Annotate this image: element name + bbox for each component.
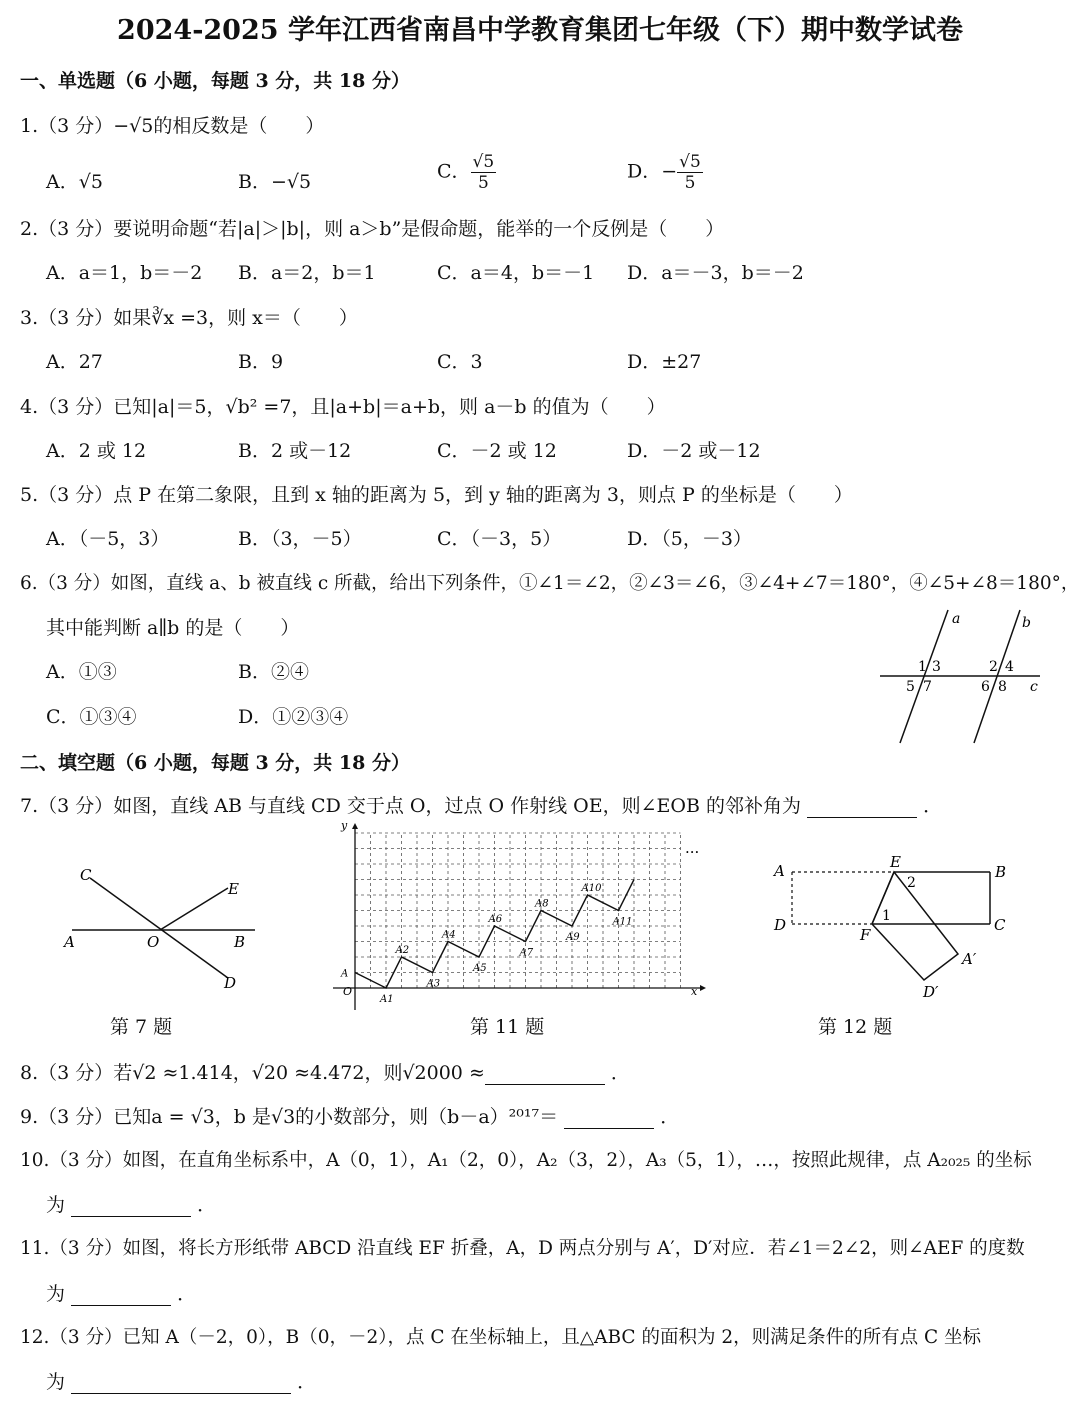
angle-2: 2 [989,659,998,675]
label-E: E [890,853,901,871]
q6-option-b: B．②④ [238,661,309,683]
question-4: 4.（3 分）已知|a|＝5，√b² =7，且|a+b|＝a+b，则 a－b 的值为（ ） [20,396,666,418]
label-B: B [995,863,1007,881]
figure-q6-parallel-lines [870,605,1050,750]
point-label-a7: A7 [519,947,534,959]
label-c: c [1030,679,1038,695]
q1-option-d: D．− $\frac{√5}{5}$ [627,152,701,193]
q3-option-c: C．3 [437,351,483,373]
q12-answer-blank[interactable] [71,1373,291,1394]
angle-5: 5 [906,679,915,695]
caption-figure-12: 第 12 题 [818,1016,893,1038]
q5-option-a: A．（－5，3） [46,528,170,550]
angle-1: 1 [918,659,927,675]
question-12-line-2: 为 ． [46,1371,317,1393]
angle-8: 8 [998,679,1007,695]
label-A: A [64,933,75,951]
question-6-line-2: 其中能判断 a∥b 的是（ ） [46,617,300,639]
point-label-a3: A3 [426,978,441,990]
point-label-a4: A4 [442,929,456,941]
q2-option-a: A．a＝1，b＝－2 [46,262,203,284]
q1-option-a: A．√5 [46,171,103,193]
label-C: C [994,916,1006,934]
angle-2: 2 [907,875,916,891]
angle-7: 7 [923,679,932,695]
q3-option-d: D．±27 [627,351,702,373]
q6-option-a: A．①③ [46,661,117,683]
q4-option-c: C．－2 或 12 [437,440,557,462]
label-F: F [860,926,871,944]
question-3: 3.（3 分）如果∛x =3，则 x＝（ ） [20,307,358,329]
line-cd [90,878,228,978]
point-label-a2: A2 [395,945,410,956]
q5-option-c: C．（－3，5） [437,528,562,550]
q10-answer-blank[interactable] [71,1196,191,1217]
q3-option-a: A．27 [46,351,103,373]
q1-option-b: B．−√5 [238,171,312,193]
q8-answer-blank[interactable] [485,1064,605,1085]
question-1: 1.（3 分）−√5的相反数是（ ） [20,115,325,137]
point-label-a8: A8 [535,898,549,910]
q2-option-d: D．a＝－3，b＝－2 [627,262,804,284]
figure-q10-coordinate-grid [325,815,715,1010]
label-A-prime: A′ [962,950,977,968]
label-D: D [224,974,237,992]
label-C: C [80,866,92,884]
label-O: O [147,933,160,951]
q6-option-d: D．①②③④ [238,706,349,728]
point-label-a11: A11 [612,916,633,928]
label-D: D [774,916,787,934]
point-label-a6: A6 [488,914,503,925]
question-7: 7.（3 分）如图，直线 AB 与直线 CD 交于点 O，过点 O 作射线 OE，则∠EOB 的邻补角为 ． [20,795,943,817]
q5-option-b: B．（3，－5） [238,528,362,550]
angle-4: 4 [1005,659,1014,675]
label-E: E [228,880,239,898]
q7-answer-blank[interactable] [807,797,917,818]
label-A: A [774,862,785,880]
label-origin: O [343,985,353,998]
question-11-line-2: 为 ． [46,1283,197,1305]
question-12: 12.（3 分）已知 A（－2，0），B（0，－2），点 C 在坐标轴上，且△ABC 的面积为 2，则满足条件的所有点 C 坐标 [20,1327,982,1348]
y-axis-arrow [352,823,358,829]
question-5: 5.（3 分）点 P 在第二象限，且到 x 轴的距离为 5，到 y 轴的距离为 3，则点 P 的坐标是（ ） [20,484,853,506]
question-2: 2.（3 分）要说明命题“若|a|＞|b|，则 a＞b”是假命题，能举的一个反例是（ ） [20,218,725,240]
question-8: 8.（3 分）若√2 ≈1.414，√20 ≈4.472，则√2000 ≈ ． [20,1062,630,1084]
label-y: y [341,819,348,832]
x-axis-arrow [700,985,706,991]
q3-option-b: B．9 [238,351,284,373]
q4-option-a: A．2 或 12 [46,440,147,462]
q1-option-c: C． $\frac{√5}{5}$ [437,152,495,193]
label-b: b [1022,615,1031,631]
section-heading-fill-blank: 二、填空题（6 小题，每题 3 分，共 18 分） [20,752,410,774]
angle-3: 3 [932,659,941,675]
question-10: 10.（3 分）如图，在直角坐标系中，A（0，1），A₁（2，0），A₂（3，2），A₃（5，1），…，按照此规律，点 A₂₀₂₅ 的坐标 [20,1150,1032,1171]
point-label-a5: A5 [473,963,487,974]
point-label-a: A [341,968,349,980]
question-10-line-2: 为 ． [46,1194,217,1216]
figure-q11-folded-strip [770,850,1020,1005]
point-label-a10: A10 [581,883,602,894]
q5-option-d: D．（5，－3） [627,528,752,550]
ray-oe [160,888,228,930]
point-label-a9: A9 [566,932,580,943]
q9-answer-blank[interactable] [564,1108,654,1129]
caption-figure-7: 第 7 题 [110,1016,173,1038]
point-label-a1: A1 [380,994,394,1005]
angle-6: 6 [981,679,990,695]
label-D-prime: D′ [923,983,939,1001]
section-heading-single-choice: 一、单选题（6 小题，每题 3 分，共 18 分） [20,70,410,92]
question-11: 11.（3 分）如图，将长方形纸带 ABCD 沿直线 EF 折叠，A，D 两点分别与 A′，D′对应．若∠1＝2∠2，则∠AEF 的度数 [20,1238,1025,1259]
question-6: 6.（3 分）如图，直线 a、b 被直线 c 所截，给出下列条件，①∠1＝∠2，②∠3＝∠6，③∠4+∠7＝180°，④∠5+∠8＝180°， [20,573,1080,594]
label-B: B [234,933,246,951]
label-x: x [691,985,698,998]
figure-q7-intersecting-lines [60,860,260,995]
q6-option-c: C．①③④ [46,706,137,728]
caption-figure-11: 第 11 题 [470,1016,545,1038]
q4-option-d: D．－2 或－12 [627,440,761,462]
q4-option-b: B．2 或－12 [238,440,352,462]
q2-option-c: C．a＝4，b＝－1 [437,262,595,284]
question-9: 9.（3 分）已知a = √3，b 是√3的小数部分，则（b－a）²⁰¹⁷＝ ． [20,1106,680,1128]
angle-1: 1 [882,908,891,924]
label-a: a [952,611,961,627]
q2-option-b: B．a＝2，b＝1 [238,262,376,284]
page-title: 2024-2025 学年江西省南昌中学教育集团七年级（下）期中数学试卷 [117,15,963,46]
continuation-dots: ··· [685,843,700,861]
q11-answer-blank[interactable] [71,1285,171,1306]
